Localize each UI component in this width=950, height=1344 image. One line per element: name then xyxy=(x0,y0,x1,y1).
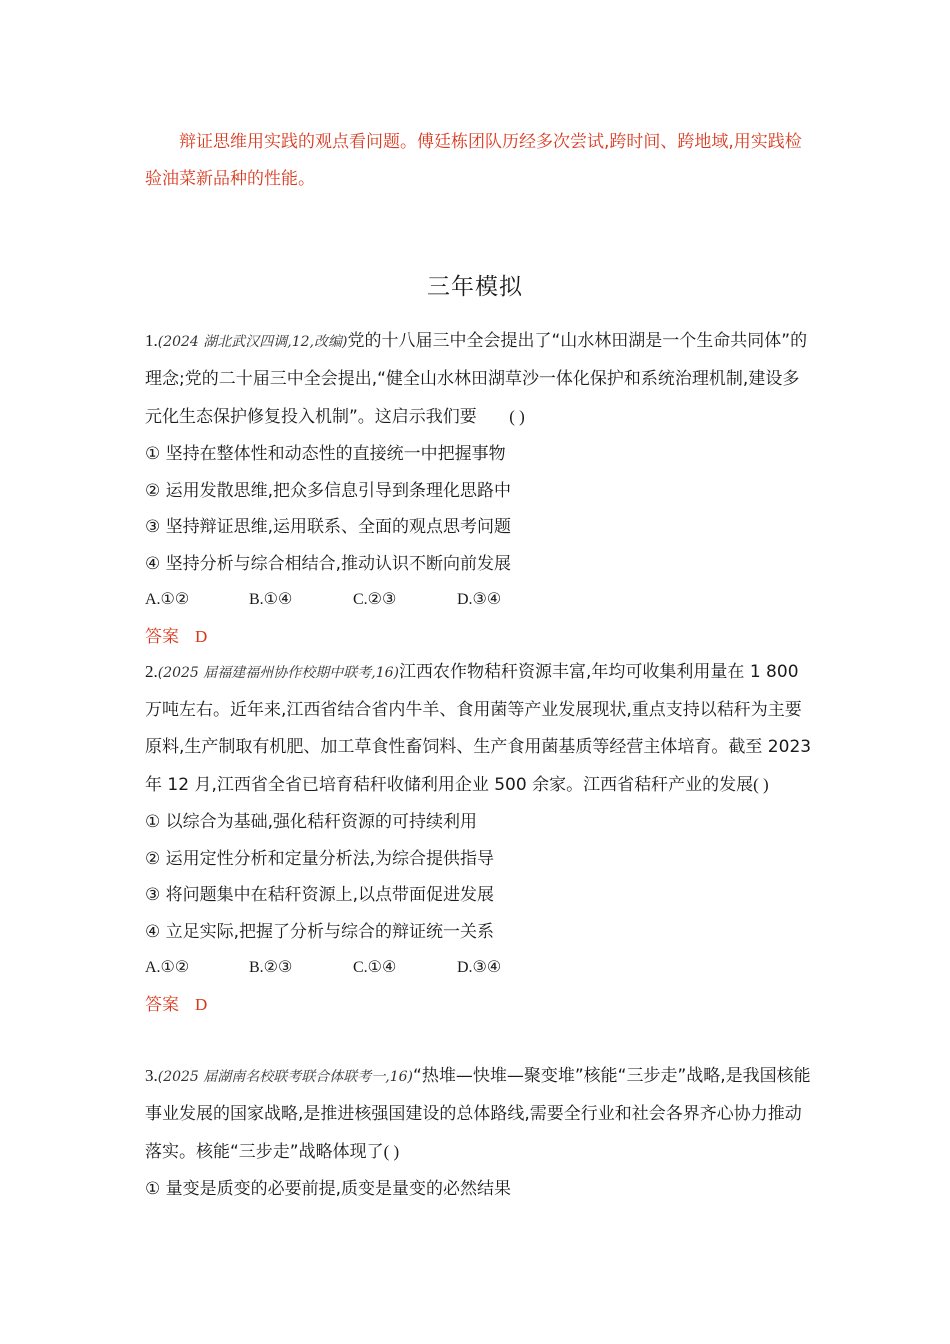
choice-c[interactable]: C.②③ xyxy=(353,591,397,608)
choice-c[interactable]: C.①④ xyxy=(353,959,397,976)
question-source: (2025 届福建福州协作校期中联考,16) xyxy=(157,665,400,681)
choice-b[interactable]: B.②③ xyxy=(249,959,293,976)
answer-label: 答案 xyxy=(145,994,179,1015)
section-title: 三年模拟 xyxy=(427,274,523,300)
statement-2: ② 运用发散思维,把众多信息引导到条理化思路中 xyxy=(145,480,512,501)
choice-a[interactable]: A.①② xyxy=(145,959,190,976)
statement-4: ④ 坚持分析与综合相结合,推动认识不断向前发展 xyxy=(145,553,512,574)
question-stem xyxy=(145,1057,815,1171)
question-source: (2025 届湖南名校联考联合体联考一,16) xyxy=(157,1069,414,1085)
statement-3: ③ 将问题集中在秸秆资源上,以点带面促进发展 xyxy=(145,885,495,905)
choice-a[interactable]: A.①② xyxy=(145,591,190,608)
answer-value: D xyxy=(195,626,208,646)
question-source: (2024 湖北武汉四调,12,改编) xyxy=(157,334,348,350)
answer-blank: ( ) xyxy=(383,1142,400,1161)
question-stem xyxy=(145,653,815,804)
question-1 xyxy=(145,322,815,655)
statement-2: ② 运用定性分析和定量分析法,为综合提供指导 xyxy=(145,848,495,869)
choice-d[interactable]: D.③④ xyxy=(457,959,502,976)
answer-line xyxy=(145,987,815,1024)
statement-1: ① 以综合为基础,强化秸秆资源的可持续利用 xyxy=(145,812,478,832)
statement-4: ④ 立足实际,把握了分析与综合的辩证统一关系 xyxy=(145,921,495,942)
choice-list xyxy=(145,582,815,619)
question-text: 江西农作物秸秆资源丰富,年均可收集利用量在 1 800 万吨左右。近年来,江西省结合省内牛羊、食用菌等产业发展现状,重点支持以秸秆为主要原料,生产制取有机肥、加工草食性畜饲料、生产食用菌基质等经营主体培育。截至 2023 年 12 月,江西省全省已培育秸秆收储利用企业 500 余家。江西省秸秆产业的发展 xyxy=(145,662,812,795)
question-2 xyxy=(145,653,815,1023)
answer-value: D xyxy=(195,994,208,1014)
answer-line xyxy=(145,619,815,656)
choice-b[interactable]: B.①④ xyxy=(249,591,293,608)
question-3 xyxy=(145,1057,815,1208)
question-stem xyxy=(145,322,815,436)
statement-3: ③ 坚持辩证思维,运用联系、全面的观点思考问题 xyxy=(145,517,512,537)
statement-1: ① 坚持在整体性和动态性的直接统一中把握事物 xyxy=(145,444,506,464)
answer-blank: ( ) xyxy=(509,407,525,426)
answer-label: 答案 xyxy=(145,626,179,647)
statement-1: ① 量变是质变的必要前提,质变是量变的必然结果 xyxy=(145,1179,512,1199)
choice-d[interactable]: D.③④ xyxy=(457,591,502,608)
question-number: 3. xyxy=(145,1066,158,1085)
choice-list xyxy=(145,950,815,987)
intro-paragraph: 辩证思维用实践的观点看问题。傅廷栋团队历经多次尝试,跨时间、跨地域,用实践检验油菜新品种的性能。 xyxy=(145,132,802,189)
question-number: 1. xyxy=(145,331,158,350)
question-text: 党的十八届三中全会提出了“山水林田湖是一个生命共同体”的理念;党的二十届三中全会提出,“健全山水林田湖草沙一体化保护和系统治理机制,建设多元化生态保护修复投入机制”。这启示我们要 xyxy=(145,331,808,427)
question-number: 2. xyxy=(145,662,158,681)
answer-blank: ( ) xyxy=(753,775,769,794)
question-text: “热堆—快堆—聚变堆”核能“三步走”战略,是我国核能事业发展的国家战略,是推进核强国建设的总体路线,需要全行业和社会各界齐心协力推动落实。核能“三步走”战略体现了 xyxy=(145,1066,811,1162)
